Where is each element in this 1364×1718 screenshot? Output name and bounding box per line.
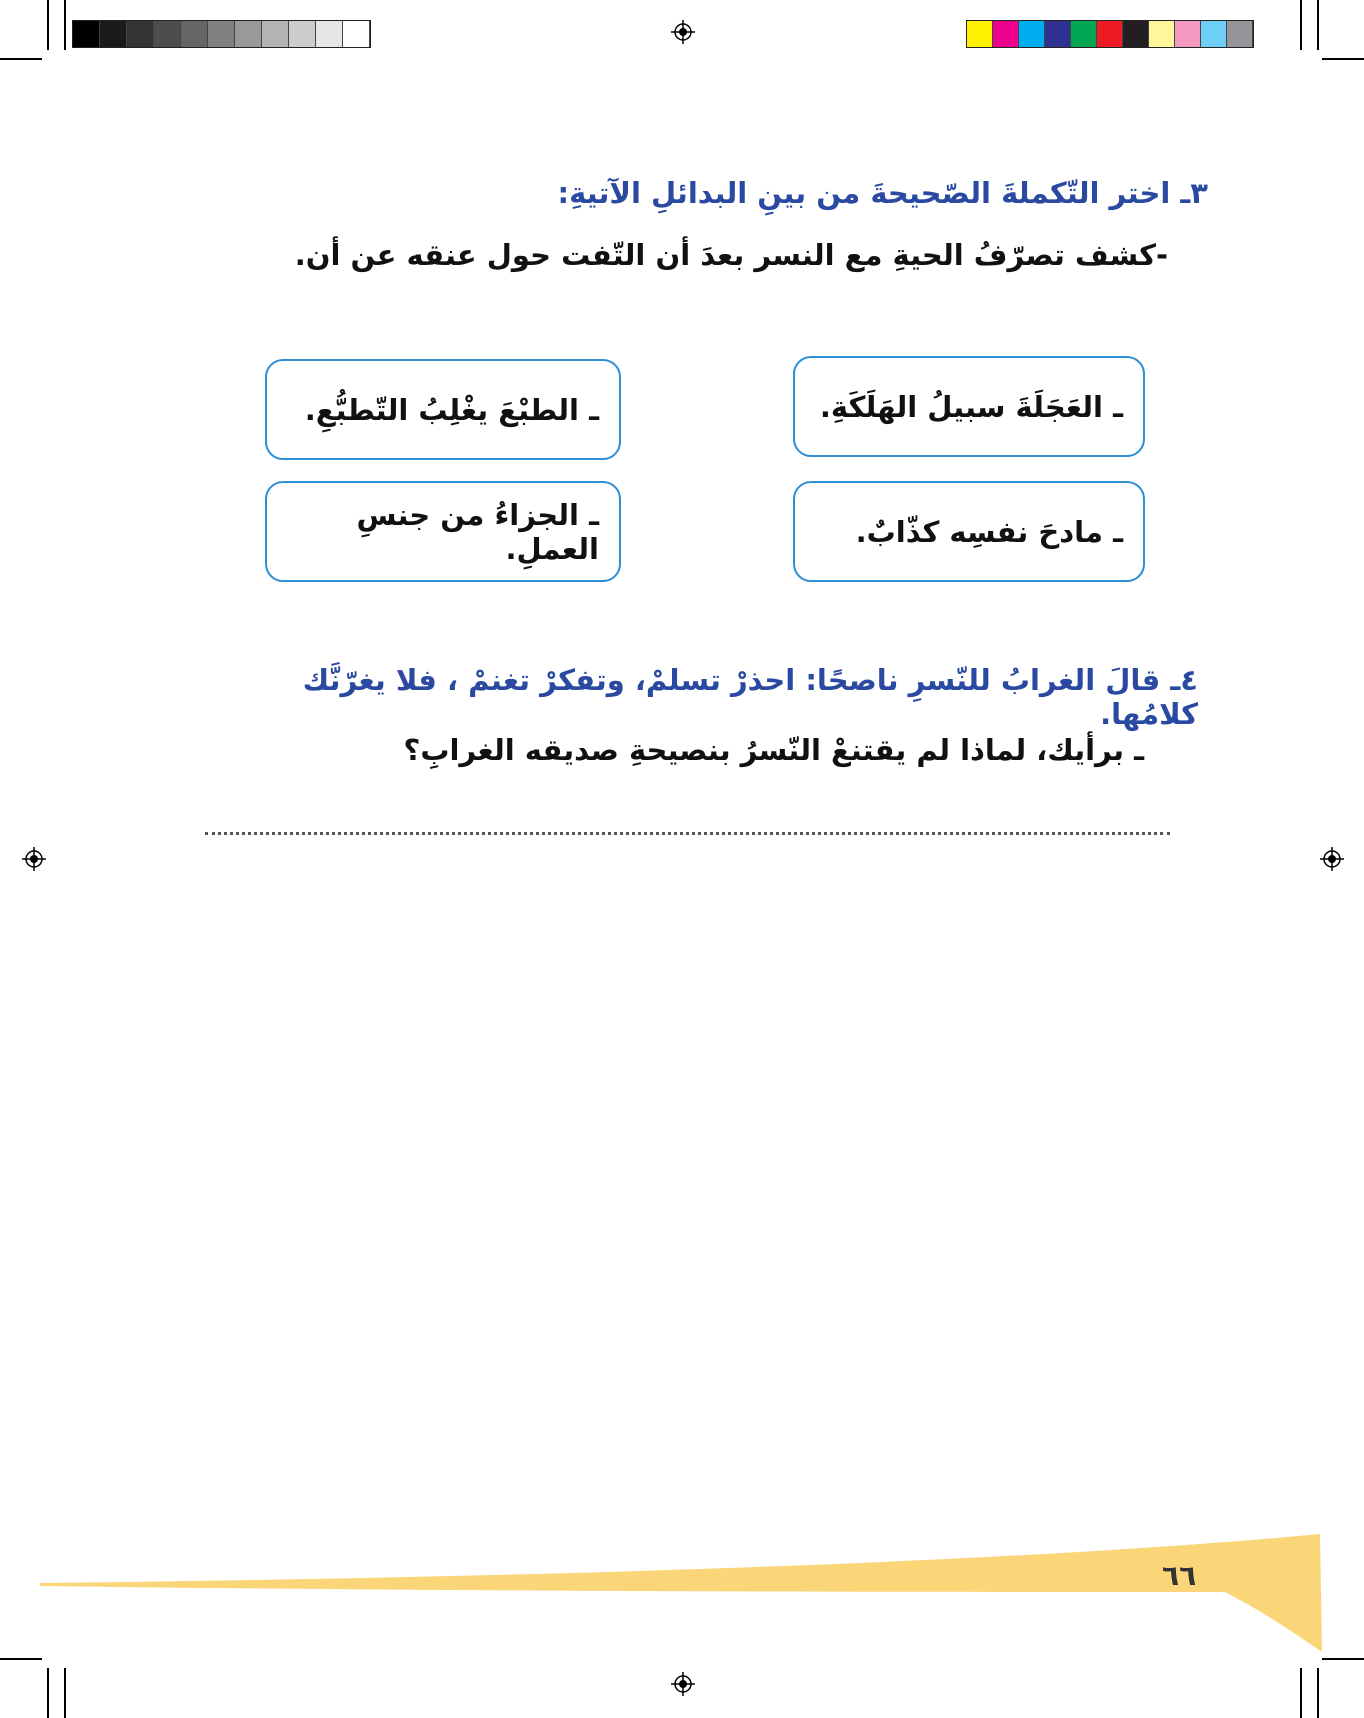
registration-mark-icon	[671, 1672, 695, 1696]
color-swatch	[1019, 21, 1045, 47]
grey-swatch	[289, 21, 316, 47]
color-swatch	[1201, 21, 1227, 47]
crop-mark	[1300, 1668, 1302, 1718]
grey-swatch	[154, 21, 181, 47]
answer-option[interactable]	[793, 481, 1145, 582]
crop-mark	[1300, 0, 1302, 50]
answer-option[interactable]	[265, 481, 621, 582]
registration-mark-icon	[671, 20, 695, 44]
registration-mark-icon	[22, 847, 46, 871]
grey-swatch	[343, 21, 370, 47]
crop-mark	[0, 58, 42, 60]
grey-swatch	[208, 21, 235, 47]
crop-mark	[1322, 58, 1364, 60]
grey-swatch	[262, 21, 289, 47]
color-swatch	[1123, 21, 1149, 47]
grey-swatch	[316, 21, 343, 47]
color-swatch	[993, 21, 1019, 47]
color-swatch	[1045, 21, 1071, 47]
answer-option-label: ـ الجزاءُ من جنسِ العملِ.	[356, 497, 599, 566]
grey-swatch	[100, 21, 127, 47]
grey-swatch	[73, 21, 100, 47]
color-swatch	[1071, 21, 1097, 47]
registration-mark-icon	[1320, 847, 1344, 871]
color-swatch	[967, 21, 993, 47]
grey-swatch	[235, 21, 262, 47]
answer-option[interactable]	[793, 356, 1145, 457]
crop-mark	[47, 1668, 49, 1718]
answer-line[interactable]	[205, 832, 1170, 835]
page-number: ٦٦	[1162, 1559, 1197, 1592]
color-swatch	[1175, 21, 1201, 47]
question-3-title: ٣ـ اختر التّكملةَ الصّحيحةَ من بينِ البدائلِ الآتيةِ:	[557, 176, 1208, 210]
crop-mark	[1317, 1668, 1319, 1718]
color-calibration-bar	[966, 20, 1254, 48]
answer-option[interactable]	[265, 359, 621, 460]
answer-option-label: ـ العَجَلَةَ سبيلُ الهَلَكَةِ.	[819, 389, 1123, 424]
crop-mark	[47, 0, 49, 50]
crop-mark	[64, 0, 66, 50]
answer-option-label: ـ مادحَ نفسِه كذّابٌ.	[855, 514, 1123, 549]
color-swatch	[1227, 21, 1253, 47]
grey-swatch	[127, 21, 154, 47]
footer-swoosh	[0, 1530, 1364, 1660]
grayscale-calibration-bar	[72, 20, 371, 48]
answer-option-label: ـ الطبْعَ يغْلِبُ التّطبُّعِ.	[304, 392, 599, 427]
question-3-prompt: -كشف تصرّفُ الحيةِ مع النسر بعدَ أن التّفت حول عنقه عن أن.	[294, 238, 1168, 272]
color-swatch	[1149, 21, 1175, 47]
color-swatch	[1097, 21, 1123, 47]
crop-mark	[1317, 0, 1319, 50]
crop-mark	[64, 1668, 66, 1718]
question-4-title: ٤ـ قالَ الغرابُ للنّسرِ ناصحًا: احذرْ تسلمْ، وتفكرْ تغنمْ ، فلا يغرّنَّك كلامُها.	[302, 663, 1198, 731]
question-4-prompt: ـ برأيك، لماذا لم يقتنعْ النّسرُ بنصيحةِ صديقه الغرابِ؟	[403, 733, 1144, 767]
grey-swatch	[181, 21, 208, 47]
